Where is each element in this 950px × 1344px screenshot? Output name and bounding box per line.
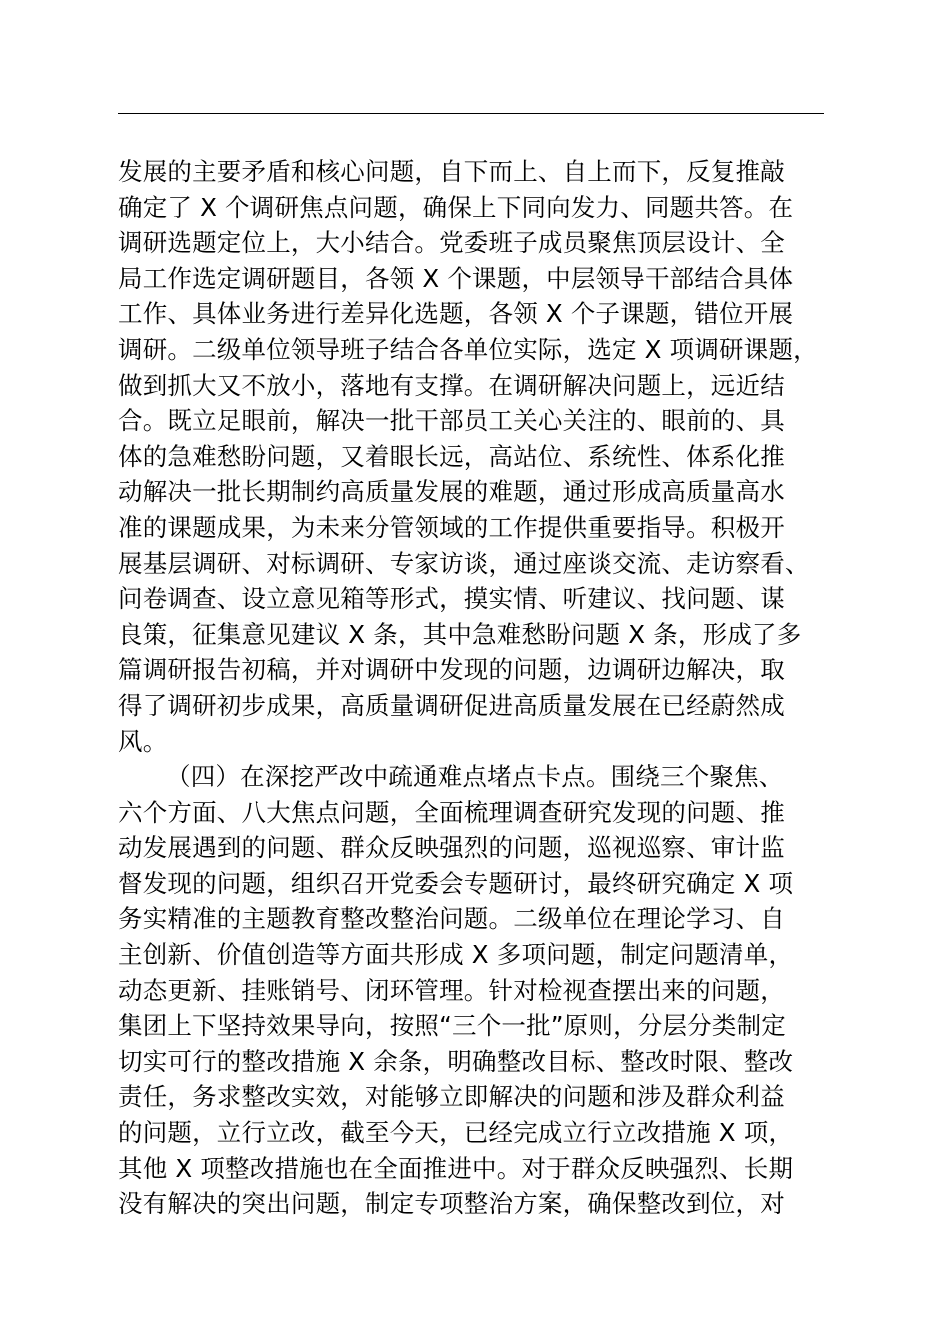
text-line: 动解决一批长期制约高质量发展的难题，通过形成高质量高水 xyxy=(118,477,785,507)
text-line: （四）在深挖严改中疏通难点堵点卡点。围绕三个聚焦、 xyxy=(166,762,784,792)
text-line: 工作、具体业务进行差异化选题，各领 X 个子课题，错位开展 xyxy=(118,299,794,329)
text-line: 六个方面、八大焦点问题，全面梳理调查研究发现的问题、推 xyxy=(118,797,785,827)
text-line: 主创新、价值创造等方面共形成 X 多项问题，制定问题清单， xyxy=(118,940,794,970)
body-text xyxy=(118,154,848,1222)
text-line: 展基层调研、对标调研、专家访谈，通过座谈交流、走访察看、 xyxy=(118,548,810,578)
paragraph xyxy=(118,154,848,759)
text-line: 没有解决的突出问题，制定专项整治方案，确保整改到位，对 xyxy=(118,1189,785,1219)
header-rule xyxy=(118,113,824,114)
text-line: 确定了 X 个调研焦点问题，确保上下同向发力、同题共答。在 xyxy=(118,192,794,222)
text-line: 篇调研报告初稿，并对调研中发现的问题，边调研边解决，取 xyxy=(118,655,785,685)
text-line: 调研选题定位上，大小结合。党委班子成员聚焦顶层设计、全 xyxy=(118,228,785,258)
text-line: 督发现的问题，组织召开党委会专题研讨，最终研究确定 X 项 xyxy=(118,868,794,898)
text-line: 责任，务求整改实效，对能够立即解决的问题和涉及群众利益 xyxy=(118,1082,785,1112)
text-line: 发展的主要矛盾和核心问题，自下而上、自上而下，反复推敲 xyxy=(118,157,785,186)
text-line: 集团上下坚持效果导向，按照“三个一批”原则，分层分类制定 xyxy=(118,1011,786,1041)
text-line: 其他 X 项整改措施也在全面推进中。对于群众反映强烈、长期 xyxy=(118,1153,794,1183)
text-line: 良策，征集意见建议 X 条，其中急难愁盼问题 X 条，形成了多 xyxy=(118,619,802,649)
paragraph xyxy=(118,759,848,1222)
text-line: 动态更新、挂账销号、闭环管理。针对检视查摆出来的问题， xyxy=(118,975,785,1005)
text-line: 准的课题成果，为未来分管领域的工作提供重要指导。积极开 xyxy=(118,512,785,542)
text-line: 体的急难愁盼问题，又着眼长远，高站位、系统性、体系化推 xyxy=(118,441,785,471)
text-line: 切实可行的整改措施 X 余条，明确整改目标、整改时限、整改 xyxy=(118,1046,794,1076)
text-line: 得了调研初步成果，高质量调研促进高质量发展在已经蔚然成 xyxy=(118,690,785,720)
text-line: 合。既立足眼前，解决一批干部员工关心关注的、眼前的、具 xyxy=(118,406,785,436)
text-line: 调研。二级单位领导班子结合各单位实际，选定 X 项调研课题， xyxy=(118,334,818,364)
text-line: 动发展遇到的问题、群众反映强烈的问题，巡视巡察、审计监 xyxy=(118,833,785,863)
text-line: 务实精准的主题教育整改整治问题。二级单位在理论学习、自 xyxy=(118,904,785,934)
text-line: 的问题，立行立改，截至今天，已经完成立行立改措施 X 项， xyxy=(118,1118,794,1148)
text-line: 做到抓大又不放小，落地有支撑。在调研解决问题上，远近结 xyxy=(118,370,785,400)
text-line: 问卷调查、设立意见箱等形式，摸实情、听建议、找问题、谋 xyxy=(118,584,785,614)
text-line: 局工作选定调研题目，各领 X 个课题，中层领导干部结合具体 xyxy=(118,263,794,293)
text-line: 风。 xyxy=(118,726,168,756)
